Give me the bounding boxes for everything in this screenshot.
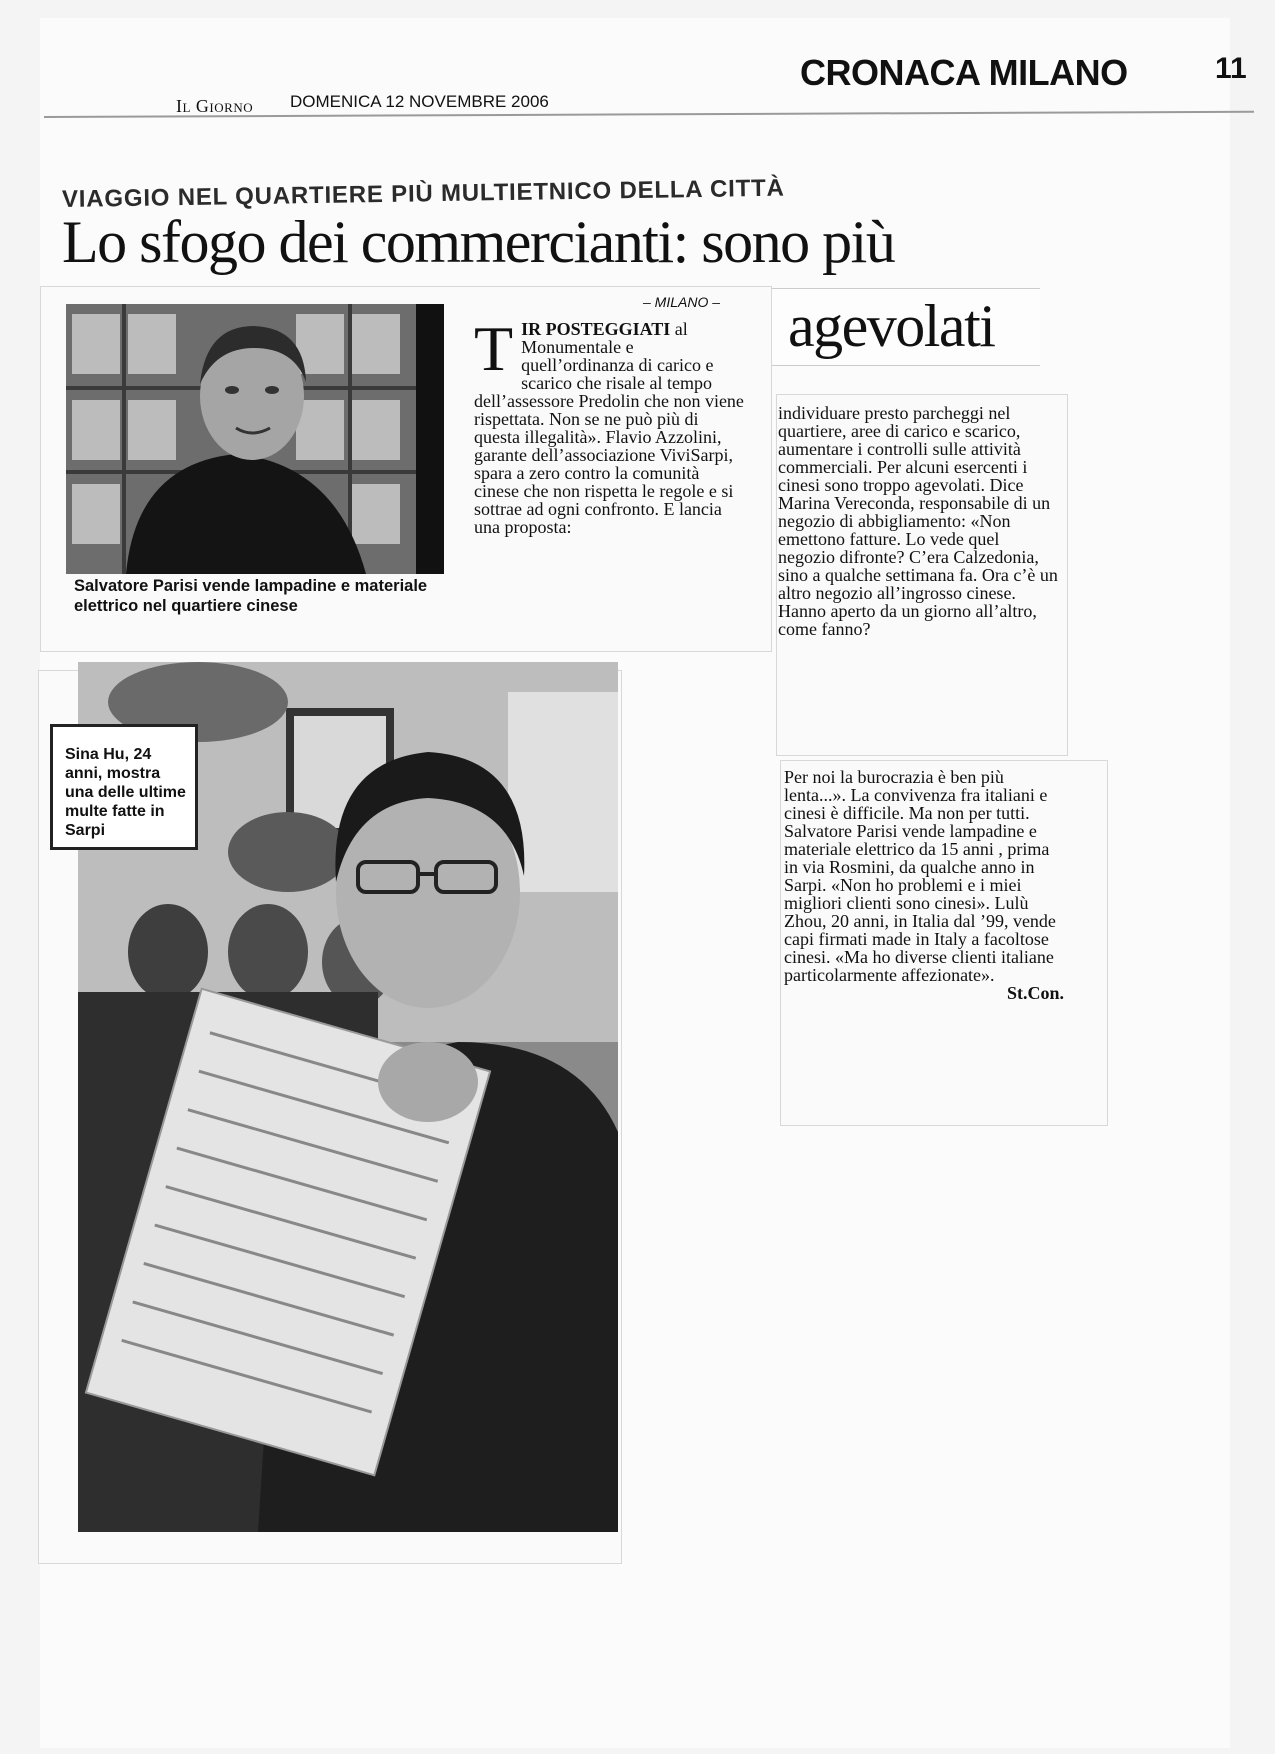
photo-shopkeeper <box>66 304 444 574</box>
article-headline: Lo sfogo dei commercianti: sono più <box>62 209 895 275</box>
newspaper-name: Il Giorno <box>176 96 254 116</box>
article-lead: IR POSTEGGIATI <box>521 319 671 339</box>
drop-cap: T <box>474 313 514 384</box>
article-column-3 <box>784 768 1064 1002</box>
article-headline-continued: agevolati <box>788 293 995 359</box>
article-column-1 <box>474 313 744 537</box>
article-column-2-text: individuare presto parcheggi nel quartiere, aree di carico e scarico, aumentare i controlli sulle attività commerciali. Per alcuni esercenti i cinesi sono troppo agevolati. Dice Marina Vereconda, responsabile di un negozio di abbigliamento: «Non emettono fatture. Lo vede quel negozio difronte? C’era Calzedonia, sino a qualche settimana fa. Ora c’è un altro negozio all’ingrosso cinese. Hanno aperto da un giorno all’altro, come fanno? <box>778 403 1058 639</box>
article-column-2 <box>778 404 1060 638</box>
page-number: 11 <box>1215 52 1247 85</box>
article-column-3-text: Per noi la burocrazia è ben più lenta...». La convivenza fra italiani e cinesi è difficile. Ma non per tutti. Salvatore Parisi vende lampadine e materiale elettrico da 15 anni , prima in via Rosmini, da qualche anno in Sarpi. «Non ho problemi e i miei migliori clienti sono cinesi». Lulù Zhou, 20 anni, in Italia dal ’99, vende capi firmati made in Italy a facoltose cinesi. «Ma ho diverse clienti italiane particolarmente affezionate». <box>784 767 1056 985</box>
photo-caption-shopkeeper: Salvatore Parisi vende lampadine e materiale elettrico nel quartiere cinese <box>74 577 428 615</box>
section-title: CRONACA MILANO <box>800 52 1128 93</box>
article-dateline: – MILANO – <box>643 294 721 310</box>
article-signature: St.Con. <box>1006 983 1064 1003</box>
article-kicker: VIAGGIO NEL QUARTIERE PIÙ MULTIETNICO DELLA CITTÀ <box>61 174 785 213</box>
photo-caption-fine: Sina Hu, 24 anni, mostra una delle ultime multe fatte in Sarpi <box>50 724 198 850</box>
article-column-1-text: al Monumentale e quell’ordinanza di carico e scarico che risale al tempo dell’assessore Predolin che non viene rispettata. Non se ne può più di questa illegalità». Flavio Azzolini, garante dell’associazione ViviSarpi, spara a zero contro la comunità cinese che non rispetta le regole e si sottrae ad ogni confronto. E lancia una proposta: <box>474 319 744 537</box>
issue-date: DOMENICA 12 NOVEMBRE 2006 <box>290 92 549 111</box>
